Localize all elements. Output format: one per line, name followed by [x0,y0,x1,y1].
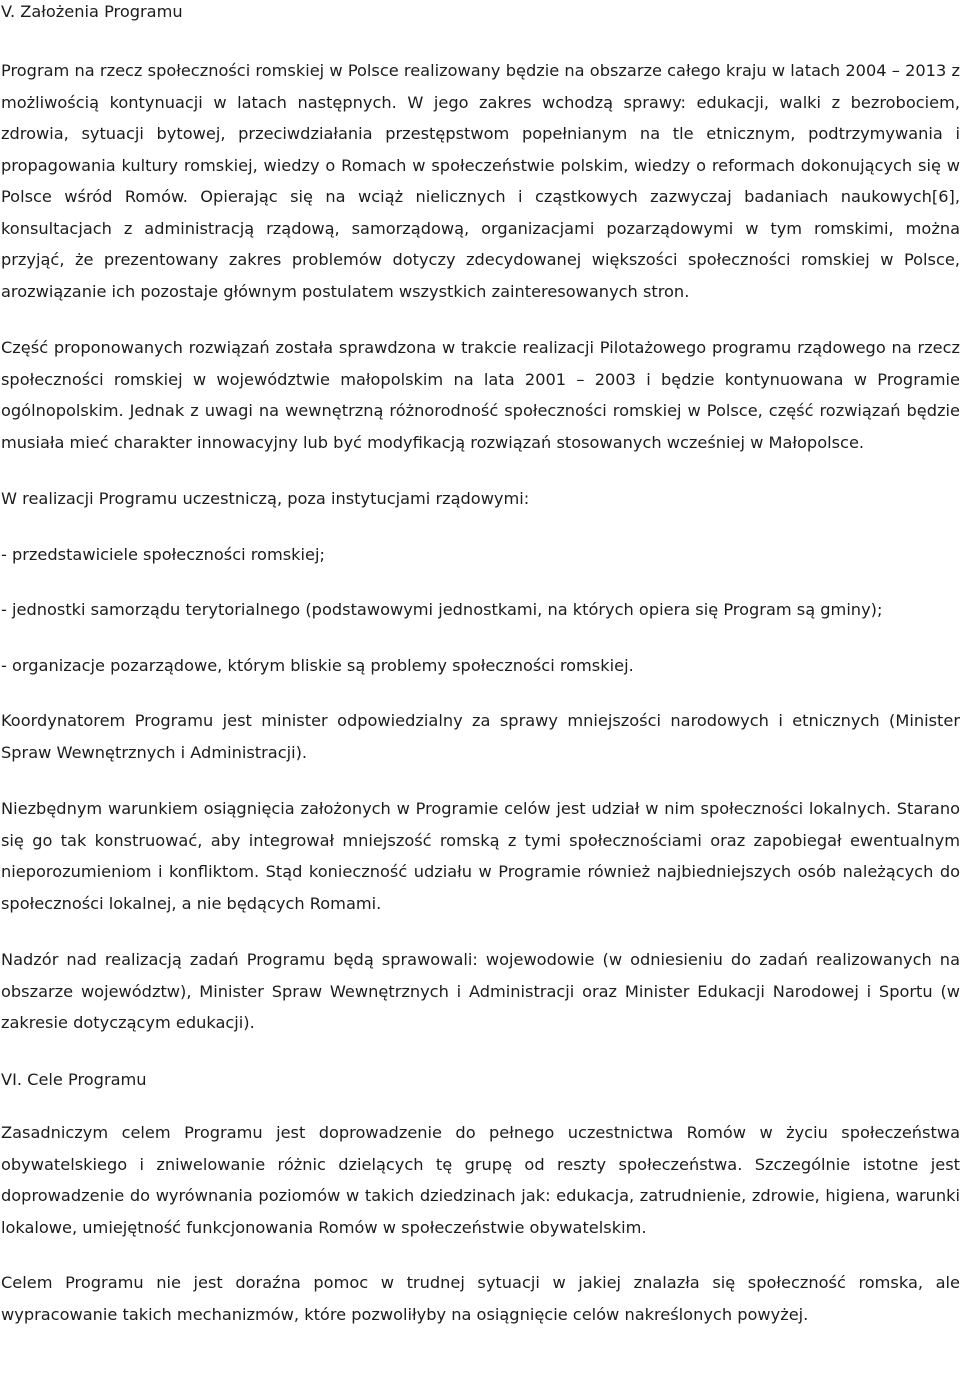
paragraph: Część proponowanych rozwiązań została sprawdzona w trakcie realizacji Pilotażowego programu rządowego na rzecz społeczności romskiej w województwie małopolskim na lata 2001 – 2003 i będzie kontynuowana w Programie ogólnopolskim. Jednak z uwagi na wewnętrzną różnorodność społeczności romskiej w Polsce, część rozwiązań będzie musiała mieć charakter innowacyjny lub być modyfikacją rozwiązań stosowanych wcześniej w Małopolsce. [1,338,960,452]
section-heading: V. Założenia Programu [1,2,183,21]
list-item: - przedstawiciele społeczności romskiej; [1,544,325,564]
list-item: - jednostki samorządu terytorialnego (podstawowymi jednostkami, na których opiera się Program są gminy); [1,600,883,619]
paragraph: W realizacji Programu uczestniczą, poza instytucjami rządowymi: [1,489,530,508]
paragraph: Koordynatorem Programu jest minister odpowiedzialny za sprawy mniejszości narodowych i etnicznych (Minister Spraw Wewnętrznych i Administracji). [1,711,960,762]
paragraph: Program na rzecz społeczności romskiej w Polsce realizowany będzie na obszarze całego kraju w latach 2004 – 2013 z możliwością kontynuacji w latach następnych. W jego zakres wchodzą sprawy: edukacji, walki z bezrobociem, zdrowia, sytuacji bytowej, przeciwdziałania przestępstwom popełnianym na tle etnicznym, podtrzymywania i propagowania kultury romskiej, wiedzy o Romach w społeczeństwie polskim, wiedzy o reformach dokonujących się w Polsce wśród Romów. Opierając się na wciąż nielicznych i cząstkowych zazwyczaj badaniach naukowych[6], konsultacjach z administracją rządową, samorządową, organizacjami pozarządowymi w tym romskimi, można przyjąć, że prezentowany zakres problemów dotyczy zdecydowanej większości społeczności romskiej w Polsce, arozwiązanie ich pozostaje głównym postulatem wszystkich zainteresowanych stron. [1,61,960,301]
paragraph: Zasadniczym celem Programu jest doprowadzenie do pełnego uczestnictwa Romów w życiu społeczeństwa obywatelskiego i zniwelowanie różnic dzielących tę grupę od reszty społeczeństwa. Szczególnie istotne jest doprowadzenie do wyrównania poziomów w takich dziedzinach jak: edukacja, zatrudnienie, zdrowie, higiena, warunki lokalowe, umiejętność funkcjonowania Romów w społeczeństwie obywatelskim. [1,1123,960,1237]
paragraph: Nadzór nad realizacją zadań Programu będą sprawowali: wojewodowie (w odniesieniu do zadań realizowanych na obszarze województw), Minister Spraw Wewnętrznych i Administracji oraz Minister Edukacji Narodowej i Sportu (w zakresie dotyczącym edukacji). [1,950,960,1032]
paragraph: Celem Programu nie jest doraźna pomoc w trudnej sytuacji w jakiej znalazła się społeczność romska, ale wypracowanie takich mechanizmów, które pozwoliłyby na osiągnięcie celów nakreślonych powyżej. [1,1273,960,1324]
section-heading: VI. Cele Programu [1,1069,147,1089]
list-item: - organizacje pozarządowe, którym bliskie są problemy społeczności romskiej. [1,655,634,675]
paragraph: Niezbędnym warunkiem osiągnięcia założonych w Programie celów jest udział w nim społeczności lokalnych. Starano się go tak konstruować, aby integrował mniejszość romską z tymi społecznościami oraz zapobiegał ewentualnym nieporozumieniom i konfliktom. Stąd konieczność udziału w Programie również najbiedniejszych osób należących do społeczności lokalnej, a nie będących Romami. [1,799,960,913]
